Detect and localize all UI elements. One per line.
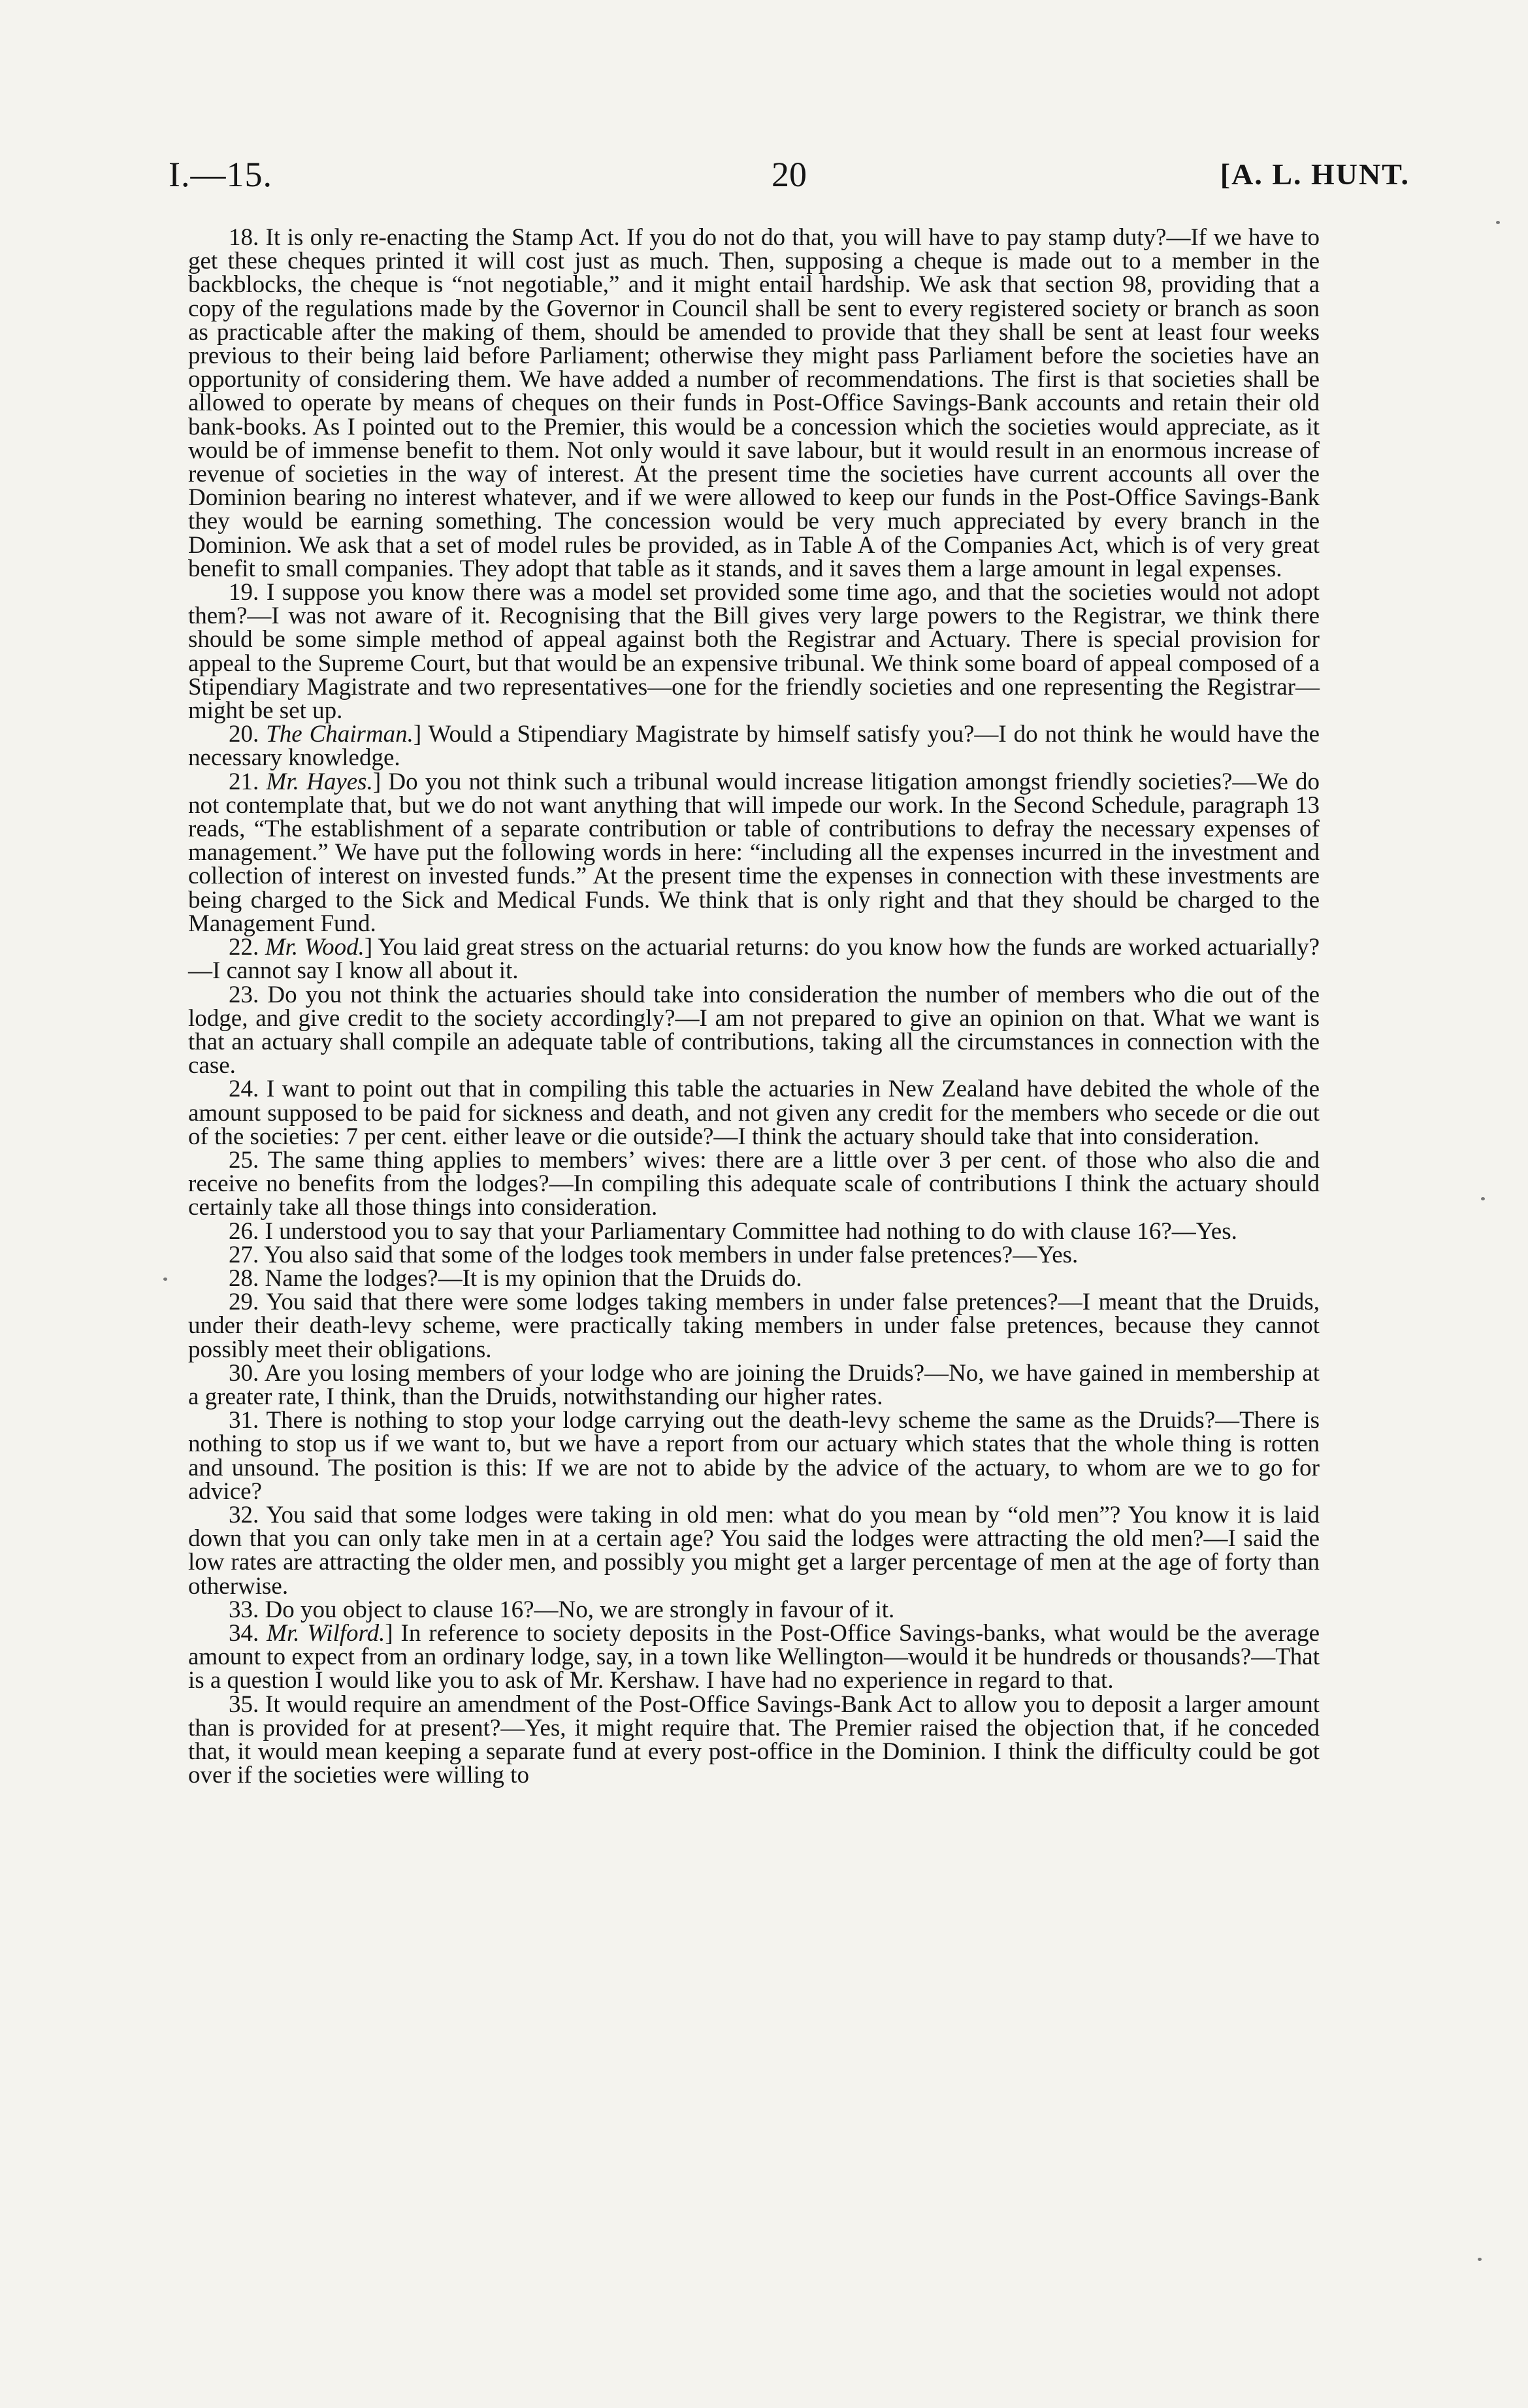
paragraph: 25. The same thing applies to members’ wives: there are a little over 3 per cent. of those who also die and receive no benefits from the lodges?—In compiling this adequate scale of contributions I think the actuary should certainly take all those things into consideration. — [188, 1146, 1320, 1221]
paragraph: 30. Are you losing members of your lodge who are joining the Druids?—No, we have gained in membership at a greater rate, I think, than the Druids, notwithstanding our higher rates. — [188, 1359, 1320, 1410]
paragraph: 26. I understood you to say that your Parliamentary Committee had nothing to do with clause 16?—Yes. — [229, 1217, 1237, 1245]
scan-speck — [1496, 221, 1500, 224]
paragraph: 27. You also said that some of the lodges took members in under false pretences?—Yes. — [229, 1241, 1079, 1268]
speaker-name: Mr. Wilford. — [267, 1619, 385, 1647]
paragraph: 35. It would require an amendment of the Post-Office Savings-Bank Act to allow you to deposit a larger amount than is provided for at present?—Yes, it might require that. The Premier raised the objection that, if he conceded that, it would mean keeping a separate fund at every post-office in the Dominion. I think the difficulty could be got over if the societies were willing to — [188, 1691, 1320, 1789]
paper-reference: I.—15. — [169, 155, 272, 194]
page-header — [169, 154, 1410, 206]
body-text — [188, 226, 1320, 1787]
speaker-name: Mr. Hayes. — [266, 768, 373, 795]
paragraph: 22. Mr. Wood.] You laid great stress on the actuarial returns: do you know how the funds are worked actuarially?—I cannot say I know all about it. — [188, 934, 1320, 985]
page-number: 20 — [772, 155, 807, 194]
paragraph: 33. Do you object to clause 16?—No, we are strongly in favour of it. — [229, 1596, 895, 1623]
paragraph: 32. You said that some lodges were taking in old men: what do you mean by “old men”? You know it is laid down that you can only take men in at a certain age? You said the lodges were attracting the old men?—I said the low rates are attracting the older men, and possibly you might get a larger percentage of men at the age of forty than otherwise. — [188, 1501, 1320, 1600]
speaker-name: The Chairman. — [266, 721, 414, 748]
paragraph: 19. I suppose you know there was a model set provided some time ago, and that the societies would not adopt them?—I was not aware of it. Recognising that the Bill gives very large powers to the Registrar, we think there should be some simple method of appeal against both the Registrar and Actuary. There is special provision for appeal to the Supreme Court, but that would be an expensive tribunal. We think some board of appeal composed of a Stipendiary Magistrate and two representatives—one for the friendly societies and one representing the Registrar—might be set up. — [188, 579, 1320, 725]
paragraph: 34. Mr. Wilford.] In reference to society deposits in the Post-Office Savings-banks, what would be the average amount to expect from an ordinary lodge, say, in a town like Wellington—would it be hundreds or thousands?—That is a question I would like you to ask of Mr. Kershaw. I have had no experience in regard to that. — [188, 1619, 1320, 1694]
paragraph: 20. The Chairman.] Would a Stipendiary Magistrate by himself satisfy you?—I do not think he would have the necessary knowledge. — [188, 721, 1320, 772]
paragraph: 28. Name the lodges?—It is my opinion that the Druids do. — [229, 1264, 802, 1292]
paragraph: 24. I want to point out that in compiling this table the actuaries in New Zealand have debited the whole of the amount supposed to be paid for sickness and death, and not given any credit for the members who secede or die out of the societies: 7 per cent. either leave or die outside?—I think the actuary should take that into consideration. — [188, 1076, 1320, 1150]
speaker-name: Mr. Wood. — [265, 934, 365, 961]
witness-name: [A. L. HUNT. — [1220, 157, 1410, 191]
scan-speck — [1478, 2258, 1482, 2261]
paragraph: 21. Mr. Hayes.] Do you not think such a tribunal would increase litigation amongst friendly societies?—We do not contemplate that, but we do not want anything that will impede our work. In the Second Schedule, paragraph 13 reads, “The establishment of a separate contribution or table of contributions to defray the necessary expenses of management.” We have put the following words in here: “including all the expenses incurred in the investment and collection of interest on invested funds.” At the present time the expenses in connection with these investments are being charged to the Sick and Medical Funds. We think that is only right and that they should be charged to the Management Fund. — [188, 768, 1320, 937]
paragraph: 29. You said that there were some lodges taking members in under false pretences?—I meant that the Druids, under their death-levy scheme, were practically taking members in under false pretences, because they cannot possibly meet their obligations. — [188, 1289, 1320, 1363]
scan-speck — [1481, 1197, 1485, 1200]
paragraph: 31. There is nothing to stop your lodge carrying out the death-levy scheme the same as the Druids?—There is nothing to stop us if we want to, but we have a report from our actuary which states that the whole thing is rotten and unsound. The position is this: If we are not to abide by the advice of the actuary, to whom are we to go for advice? — [188, 1407, 1320, 1505]
paragraph: 23. Do you not think the actuaries should take into consideration the number of members who die out of the lodge, and give credit to the society accordingly?—I am not prepared to give an opinion on that. What we want is that an actuary shall compile an adequate table of contributions, taking all the circumstances in connection with the case. — [188, 981, 1320, 1080]
paragraph: 18. It is only re-enacting the Stamp Act. If you do not do that, you will have to pay stamp duty?—If we have to get these cheques printed it will cost just as much. Then, supposing a cheque is made out to a member in the backblocks, the cheque is “not negotiable,” and it might entail hardship. We ask that section 98, providing that a copy of the regulations made by the Governor in Council shall be sent to every registered society or branch as soon as practicable after the making of them, should be amended to provide that they shall be sent at least four weeks previous to their being laid before Parliament; otherwise they might pass Parliament before the societies have an opportunity of considering them. We have added a number of recommendations. The first is that societies shall be allowed to operate by means of cheques on their funds in Post-Office Savings-Bank accounts and retain their old bank-books. As I pointed out to the Premier, this would be a concession which the societies would appreciate, as it would be of immense benefit to them. Not only would it save labour, but it would result in an enormous increase of revenue of societies in the way of interest. At the present time the societies have current accounts all over the Dominion bearing no interest whatever, and if we were allowed to keep our funds in the Post-Office Savings-Bank they would be earning something. The concession would be very much appreciated by every branch in the Dominion. We ask that a set of model rules be provided, as in Table A of the Companies Act, which is of very great benefit to small companies. They adopt that table as it stands, and it saves them a large amount in legal expenses. — [188, 224, 1320, 582]
scan-speck — [163, 1278, 167, 1281]
